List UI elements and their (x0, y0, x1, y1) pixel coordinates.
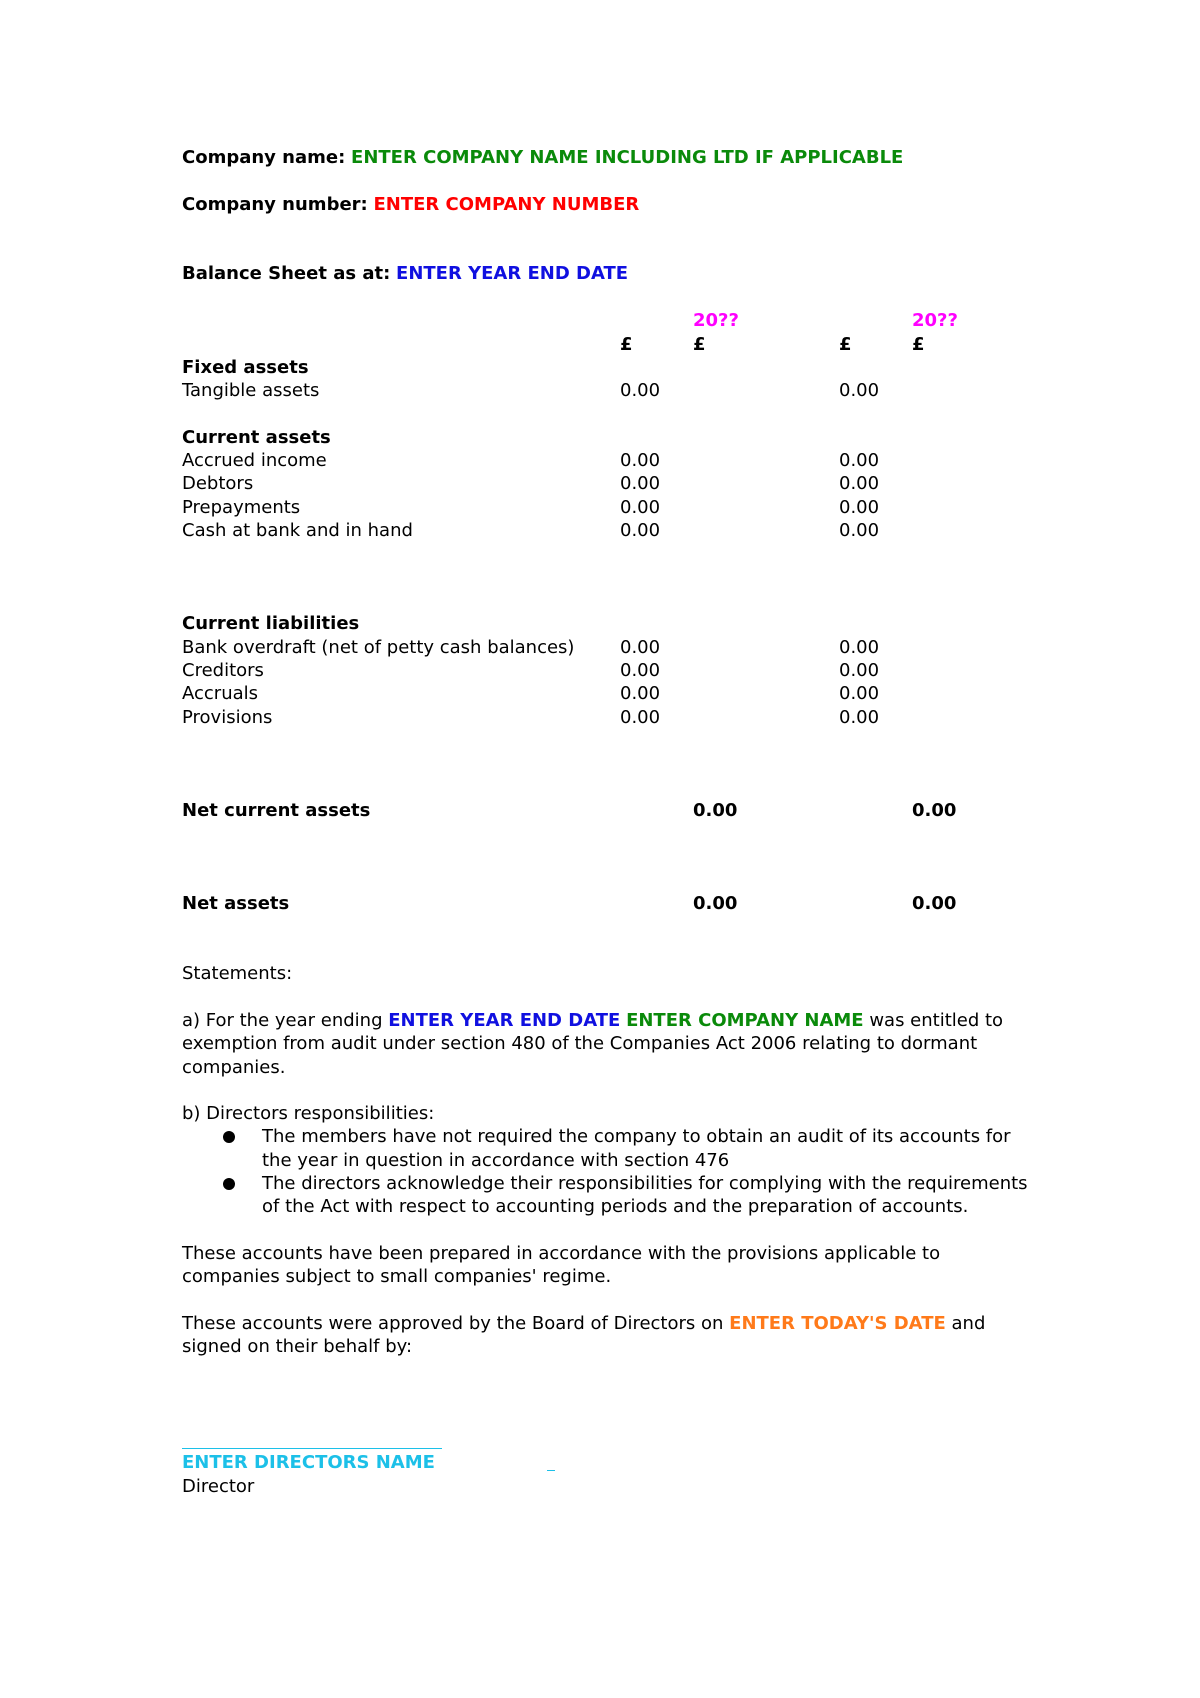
row-label: Bank overdraft (net of petty cash balances) (182, 637, 575, 658)
row-value: 0.00 (620, 380, 661, 401)
net-assets-label: Net assets (182, 893, 290, 914)
balance-sheet-line (182, 262, 628, 286)
statement-a-line1 (182, 1009, 1003, 1033)
bullet-icon (223, 1178, 235, 1190)
row-value: 0.00 (620, 637, 661, 658)
row-label: Provisions (182, 707, 273, 728)
bullet2-line2: of the Act with respect to accounting periods and the preparation of accounts. (262, 1196, 969, 1217)
company-name-label: Company name: (182, 147, 346, 168)
currency-header: £ (620, 334, 633, 355)
row-label: Accrued income (182, 450, 327, 471)
statement-b-heading: b) Directors responsibilities: (182, 1103, 435, 1124)
row-value: 0.00 (620, 683, 661, 704)
currency-header: £ (912, 334, 925, 355)
balance-sheet-label: Balance Sheet as at: (182, 263, 391, 284)
section-heading-fixed-assets: Fixed assets (182, 357, 309, 378)
bullet-icon (223, 1131, 235, 1143)
net-current-assets-value: 0.00 (912, 800, 957, 821)
statement-a-prefix: a) For the year ending (182, 1010, 383, 1031)
company-number-label: Company number: (182, 194, 368, 215)
currency-header: £ (839, 334, 852, 355)
row-value: 0.00 (839, 637, 880, 658)
row-label: Creditors (182, 660, 264, 681)
approved-suffix: and (951, 1313, 986, 1334)
year-end-date-placeholder[interactable]: ENTER YEAR END DATE (388, 1010, 621, 1031)
row-label: Tangible assets (182, 380, 320, 401)
section-heading-current-assets: Current assets (182, 427, 331, 448)
row-value: 0.00 (620, 450, 661, 471)
statement-a-suffix: was entitled to (869, 1010, 1004, 1031)
row-value: 0.00 (620, 473, 661, 494)
row-label: Prepayments (182, 497, 301, 518)
row-label: Accruals (182, 683, 259, 704)
row-value: 0.00 (620, 497, 661, 518)
row-value: 0.00 (839, 520, 880, 541)
net-current-assets-value: 0.00 (693, 800, 738, 821)
section-heading-current-liabilities: Current liabilities (182, 613, 360, 634)
year-header-1[interactable]: 20?? (693, 310, 739, 331)
row-value: 0.00 (839, 683, 880, 704)
row-label: Cash at bank and in hand (182, 520, 413, 541)
bullet2-line1: The directors acknowledge their responsibilities for complying with the requirements (262, 1173, 1028, 1194)
company-number-line (182, 193, 639, 217)
prepared-line1: These accounts have been prepared in accordance with the provisions applicable to (182, 1243, 941, 1264)
row-value: 0.00 (839, 473, 880, 494)
currency-header: £ (693, 334, 706, 355)
approved-line2: signed on their behalf by: (182, 1336, 413, 1357)
statements-heading: Statements: (182, 963, 293, 984)
year-header-2[interactable]: 20?? (912, 310, 958, 331)
row-value: 0.00 (839, 707, 880, 728)
todays-date-placeholder[interactable]: ENTER TODAY'S DATE (729, 1313, 946, 1334)
statement-a-line2: exemption from audit under section 480 of the Companies Act 2006 relating to dormant (182, 1033, 978, 1054)
balance-sheet-date-placeholder[interactable]: ENTER YEAR END DATE (396, 263, 629, 284)
bullet1-line2: the year in question in accordance with section 476 (262, 1150, 730, 1171)
directors-name-placeholder[interactable]: ENTER DIRECTORS NAME (182, 1452, 435, 1473)
company-name-placeholder[interactable]: ENTER COMPANY NAME (626, 1010, 864, 1031)
company-number-placeholder[interactable]: ENTER COMPANY NUMBER (373, 194, 640, 215)
approved-prefix: These accounts were approved by the Board of Directors on (182, 1313, 724, 1334)
row-value: 0.00 (620, 520, 661, 541)
director-role: Director (182, 1476, 255, 1497)
company-name-placeholder[interactable]: ENTER COMPANY NAME INCLUDING LTD IF APPLICABLE (351, 147, 904, 168)
row-value: 0.00 (839, 450, 880, 471)
row-label: Debtors (182, 473, 254, 494)
net-assets-value: 0.00 (693, 893, 738, 914)
statement-a-line3: companies. (182, 1057, 286, 1078)
row-value: 0.00 (839, 660, 880, 681)
bullet1-line1: The members have not required the company to obtain an audit of its accounts for (262, 1126, 1011, 1147)
signature-line (182, 1448, 442, 1449)
signature-mark (547, 1470, 555, 1471)
row-value: 0.00 (839, 497, 880, 518)
approved-line1 (182, 1312, 985, 1336)
row-value: 0.00 (620, 707, 661, 728)
net-current-assets-label: Net current assets (182, 800, 371, 821)
row-value: 0.00 (839, 380, 880, 401)
net-assets-value: 0.00 (912, 893, 957, 914)
company-name-line (182, 146, 903, 170)
prepared-line2: companies subject to small companies' regime. (182, 1266, 612, 1287)
row-value: 0.00 (620, 660, 661, 681)
